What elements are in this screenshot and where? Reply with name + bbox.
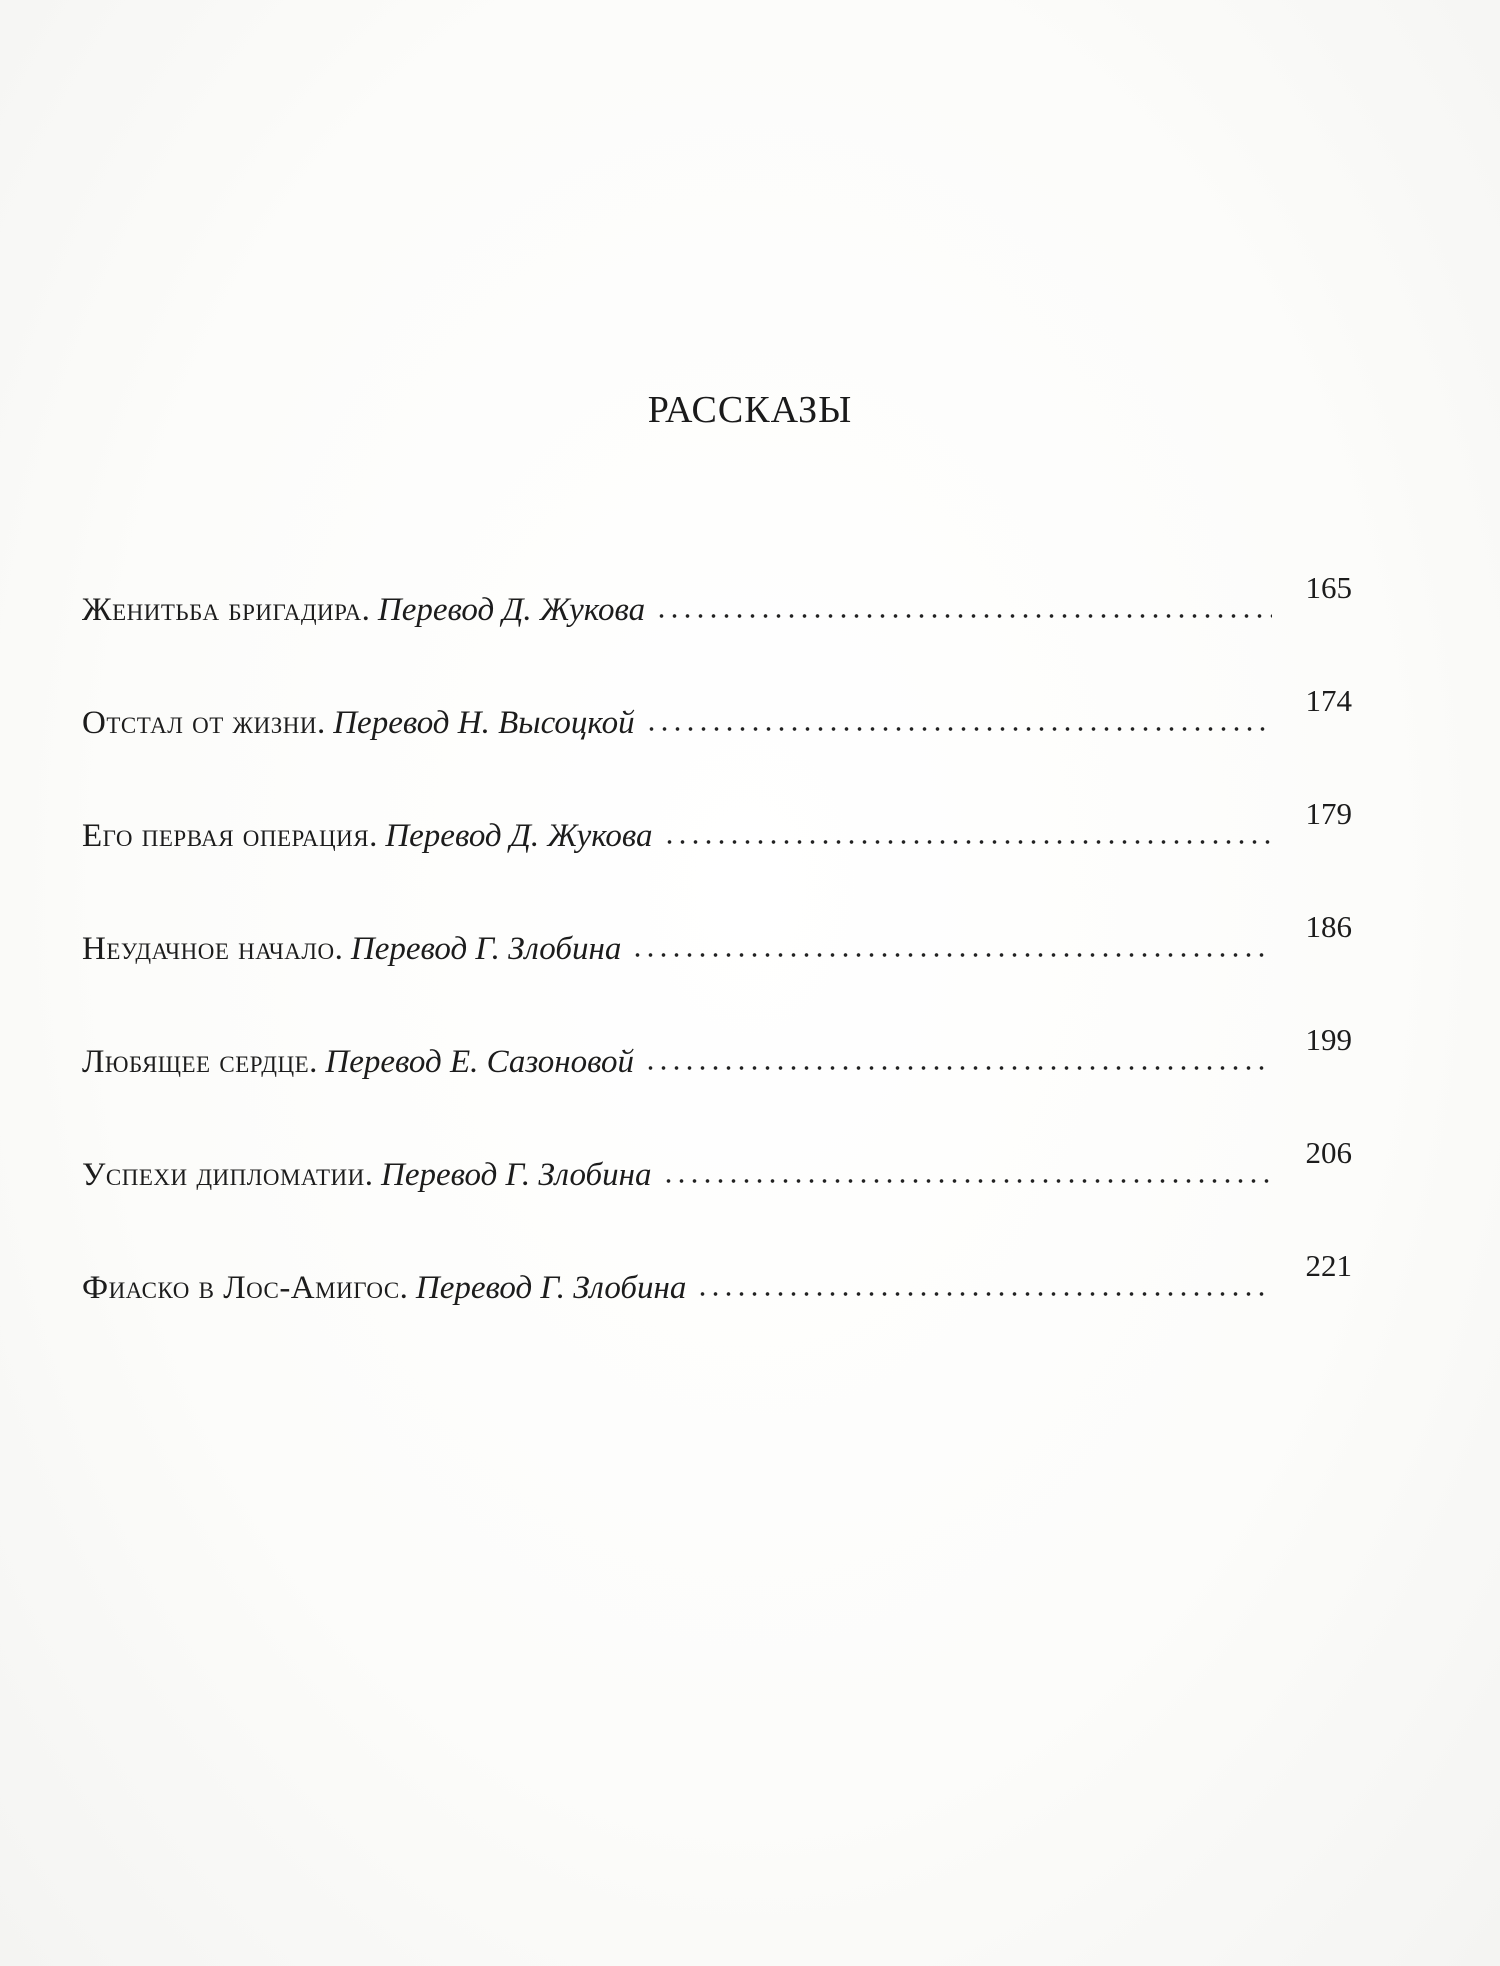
toc-entry (82, 796, 1352, 856)
translator-credit: Перевод Г. Злобина (381, 1157, 652, 1193)
title-period: . (334, 931, 343, 967)
dot-leader (644, 1054, 1272, 1074)
story-title: Его первая операция (82, 818, 370, 854)
page-number: 206 (1305, 1135, 1352, 1170)
dot-leader (696, 1280, 1272, 1300)
page-number: 179 (1305, 796, 1352, 831)
dot-leader (663, 828, 1272, 848)
page-number: 199 (1305, 1022, 1352, 1057)
title-period: . (364, 1157, 374, 1193)
page-number: 221 (1305, 1248, 1352, 1283)
section-title: РАССКАЗЫ (647, 389, 853, 431)
story-title: Неудачное начало (82, 931, 335, 967)
story-title: Успехи дипломатии (82, 1157, 365, 1193)
translator-credit: Перевод Н. Высоцкой (333, 705, 635, 741)
toc-entry (82, 1022, 1352, 1082)
toc-entry (82, 1248, 1352, 1308)
title-period: . (361, 592, 370, 628)
dot-leader (662, 1167, 1273, 1187)
toc-entry (82, 570, 1352, 630)
translator-credit: Перевод Г. Злобина (415, 1270, 687, 1306)
translator-credit: Перевод Д. Жукова (377, 592, 646, 628)
title-period: . (309, 1044, 318, 1080)
translator-credit: Перевод Д. Жукова (385, 818, 653, 854)
toc-entry (82, 909, 1352, 969)
story-title: Отстал от жизни (82, 705, 317, 741)
dot-leader (631, 941, 1272, 961)
translator-credit: Перевод Г. Злобина (350, 931, 622, 967)
story-title: Женитьба бригадира (82, 592, 362, 628)
dot-leader (645, 715, 1272, 735)
page-number: 165 (1305, 570, 1352, 605)
title-period: . (399, 1270, 408, 1306)
title-period: . (369, 818, 378, 854)
toc-entry (82, 683, 1352, 743)
title-period: . (316, 705, 326, 741)
dot-leader (655, 602, 1272, 622)
page-number: 174 (1305, 683, 1352, 718)
story-title: Любящее сердце (82, 1044, 310, 1080)
translator-credit: Перевод Е. Сазоновой (325, 1044, 635, 1080)
story-title: Фиаско в Лос-Амигос (82, 1270, 400, 1306)
toc-entry (82, 1135, 1352, 1195)
page-number: 186 (1305, 909, 1352, 944)
